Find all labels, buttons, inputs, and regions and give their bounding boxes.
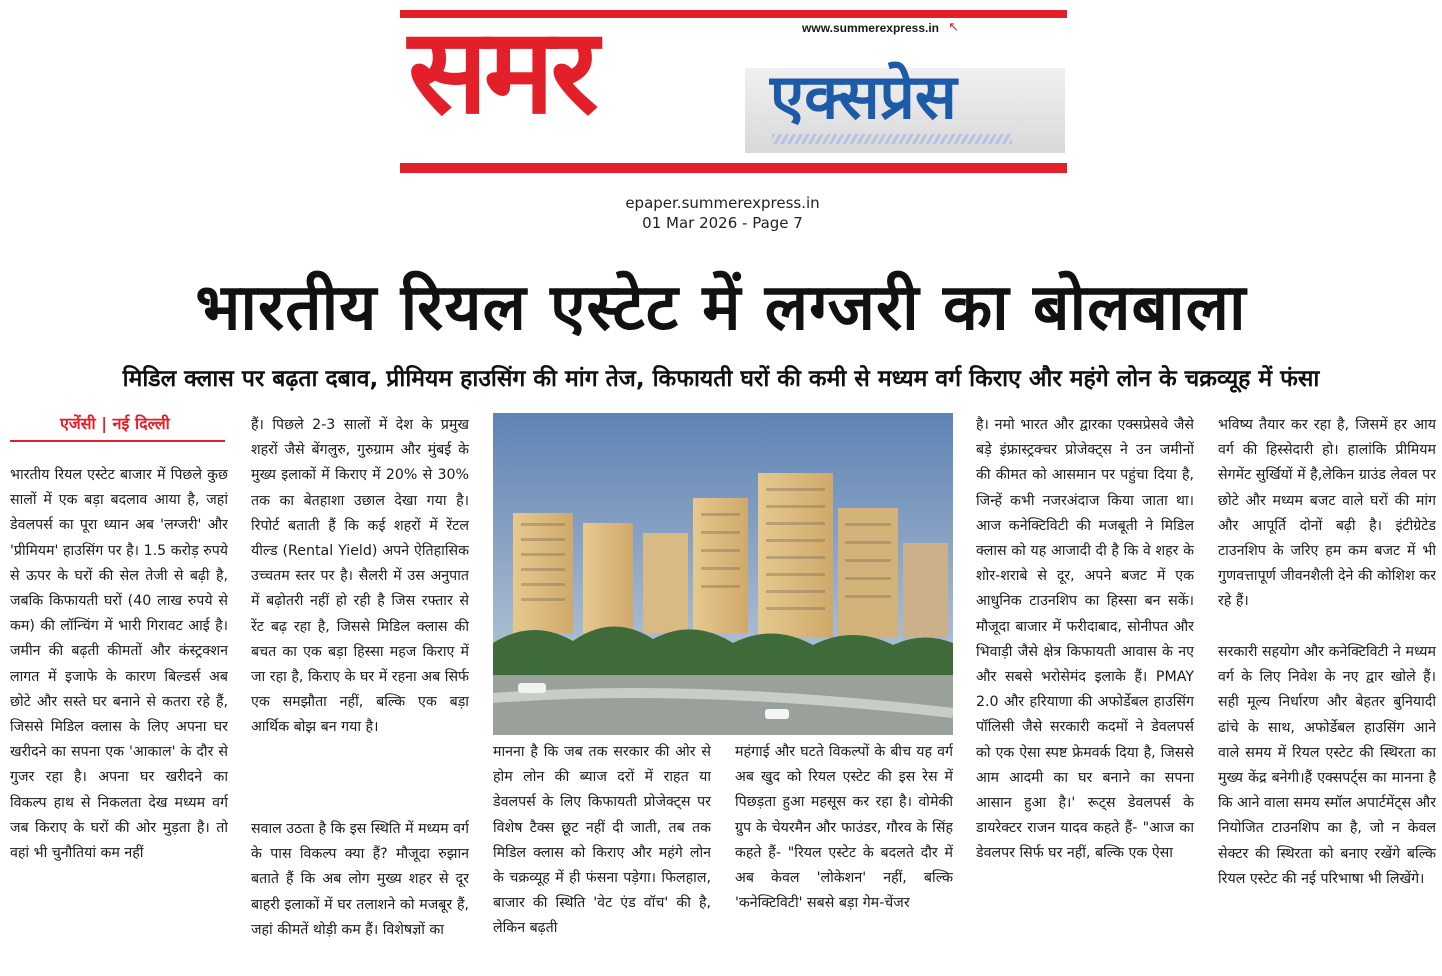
article-column-3 <box>493 740 711 972</box>
paragraph: महंगाई और घटते विकल्पों के बीच यह वर्ग अब खुद को रियल एस्टेट की इस रेस में पिछड़ता हुआ महसूस कर रहा है। वोमेकी ग्रुप के चेयरमैन और फाउंडर, गौरव के सिंह कहते हैं- "रियल एस्टेट के बदलते दौर में अब केवल 'लोकेशन' नहीं, बल्कि 'कनेक्टिविटी' सबसे बड़ा गेम-चेंजर <box>735 744 953 912</box>
paragraph: भारतीय रियल एस्टेट बाजार में पिछले कुछ सालों में एक बड़ा बदलाव आया है, जहां डेवलपर्स का पूरा ध्यान अब 'लग्जरी' और 'प्रीमियम' हाउसिंग पर है। 1.5 करोड़ रुपये से ऊपर के घरों की सेल तेजी से बढ़ी है, जबकि किफायती घरों (40 लाख रुपये से कम) की लॉन्चिंग में भारी गिरावट आई है। जमीन की बढ़ती कीमतों और कंस्ट्रक्शन लागत में इजाफे के कारण बिल्डर्स अब छोटे और सस्ते घर बनाने से कतरा रहे हैं, जिससे मिडिल क्लास के लिए अपना घर खरीदने का सपना एक 'आकाल' के दौर से गुजर रहा है। अपना घर खरीदने का विकल्प हाथ से निकलता देख मध्यम वर्ग जब किराए के घरों की ओर मुड़ता है। तो वहां भी चुनौतियां कम नहीं <box>10 467 228 862</box>
paragraph: भविष्य तैयार कर रहा है, जिसमें हर आय वर्ग की हिस्सेदारी हो। हालांकि प्रीमियम सेगमेंट सुर्खियों में है,लेकिन ग्राउंड लेवल पर छोटे और मध्यम बजट वाले घरों की मांग और आपूर्ति दोनों बढ़ी है। इंटीग्रेटेड टाउनशिप के जरिए हम कम बजट में भी गुणवत्तापूर्ण जीवनशैली देने की कोशिश कर रहे हैं। <box>1218 417 1436 610</box>
logo-samar: समर <box>408 2 595 140</box>
logo-express: एक्सप्रेस <box>770 60 957 133</box>
masthead-bottom-bar <box>400 163 1067 173</box>
article-column-6-continued <box>1218 640 1436 965</box>
main-headline: भारतीय रियल एस्टेट में लग्जरी का बोलबाला <box>195 271 1247 345</box>
paragraph: है। नमो भारत और द्वारका एक्सप्रेसवे जैसे बड़े इंफ्रास्ट्रक्चर प्रोजेक्ट्स ने उन जमीनों की कीमत को आसमान पर पहुंचा दिया है, जिन्हें कभी नजरअंदाज किया जाता था। आज कनेक्टिविटी की मजबूती ने मिडिल क्लास को यह आजादी दी है कि वे शहर के शोर-शराबे से दूर, अपने बजट में एक आधुनिक टाउनशिप का हिस्सा बन सकें। मौजूदा बाजार में फरीदाबाद, सोनीपत और भिवाड़ी जैसे क्षेत्र किफायती आवास के नए और सबसे भरोसेमंद इलाके हैं। PMAY 2.0 और हरियाणा की अफोर्डेबल हाउसिंग पॉलिसी जैसे सरकारी कदमों ने डेवलपर्स को एक ऐसा स्पष्ट फ्रेमवर्क दिया है, जिससे आम आदमी का घर बनाने का सपना आसान हुआ है।' रूट्स डेवलपर्स के डायरेक्टर राजन यादव कहते हैं- "आज का डेवलपर सिर्फ घर नहीं, बल्कि एक ऐसा <box>976 417 1194 862</box>
website-url[interactable]: www.summerexpress.in <box>802 21 939 35</box>
sub-headline: मिडिल क्लास पर बढ़ता दबाव, प्रीमियम हाउसिंग की मांग तेज, किफायती घरों की कमी से मध्यम वर्ग किराए और महंगे लोन के चक्रव्यूह में फंसा <box>122 366 1320 392</box>
pointer-arrow-icon: ↖ <box>948 20 959 35</box>
paragraph: सवाल उठता है कि इस स्थिति में मध्यम वर्ग के पास विकल्प क्या हैं? मौजूदा रुझान बताते हैं कि अब लोग मुख्य शहर से दूर बाहरी इलाकों में घर तलाशने को मजबूर हैं, जहां कीमतें थोड़ी कम हैं। विशेषज्ञों का <box>251 821 469 938</box>
edition-info <box>560 193 885 233</box>
paragraph: हैं। पिछले 2-3 सालों में देश के प्रमुख शहरों जैसे बेंगलुरु, गुरुग्राम और मुंबई के मुख्य इलाकों में किराए में 20% से 30% तक का बेतहाशा उछाल देखा गया है। रिपोर्ट बताती हैं कि कई शहरों में रेंटल यील्ड (Rental Yield) अपने ऐतिहासिक उच्चतम स्तर पर है। सैलरी में उस अनुपात में बढ़ोतरी नहीं हो रही है जिस रफ्तार से रेंट बढ़ रहा है, जिससे मिडिल क्लास की बचत का एक बड़ा हिस्सा महज किराए में जा रहा है, किराए के घर में रहना अब सिर्फ एक समझौता नहीं, बल्कि एक बड़ा आर्थिक बोझ बन गया है। <box>251 417 469 736</box>
housing-complex-photo <box>493 413 953 735</box>
article-column-2 <box>251 413 469 818</box>
article-column-1 <box>10 463 228 971</box>
article-column-2-continued <box>251 817 469 972</box>
byline: एजेंसी | नई दिल्ली <box>60 414 170 433</box>
article-column-5 <box>976 413 1194 972</box>
paragraph: मानना है कि जब तक सरकार की ओर से होम लोन की ब्याज दरों में राहत या डेवलपर्स के लिए किफायती प्रोजेक्ट्स पर विशेष टैक्स छूट नहीं दी जाती, तब तक मिडिल क्लास को किराए और महंगे लोन के चक्रव्यूह में ही फंसना पड़ेगा। फिलहाल, बाजार की स्थिति 'वेट एंड वॉच' की है, लेकिन बढ़ती <box>493 744 711 937</box>
masthead-stripes <box>772 134 1012 144</box>
edition-date-page: 01 Mar 2026 - Page 7 <box>642 214 803 232</box>
paragraph: सरकारी सहयोग और कनेक्टिविटी ने मध्यम वर्ग के लिए निवेश के नए द्वार खोले हैं। सही मूल्य निर्धारण और बेहतर बुनियादी ढांचे के साथ, अफोर्डेबल हाउसिंग आने वाले समय में रियल एस्टेट की स्थिरता का मुख्य केंद्र बनेगी।हैं एक्सपर्ट्स का मानना है कि आने वाला समय स्मॉल अपार्टमेंट्स और नियोजित टाउनशिप का है, जो न केवल सेक्टर की स्थिरता को बनाए रखेंगे बल्कि रियल एस्टेट की नई परिभाषा भी लिखेंगे। <box>1218 644 1436 887</box>
epaper-url[interactable]: epaper.summerexpress.in <box>625 194 820 212</box>
masthead-logo <box>400 2 1067 173</box>
article-column-4 <box>735 740 953 972</box>
byline-divider <box>10 440 225 442</box>
